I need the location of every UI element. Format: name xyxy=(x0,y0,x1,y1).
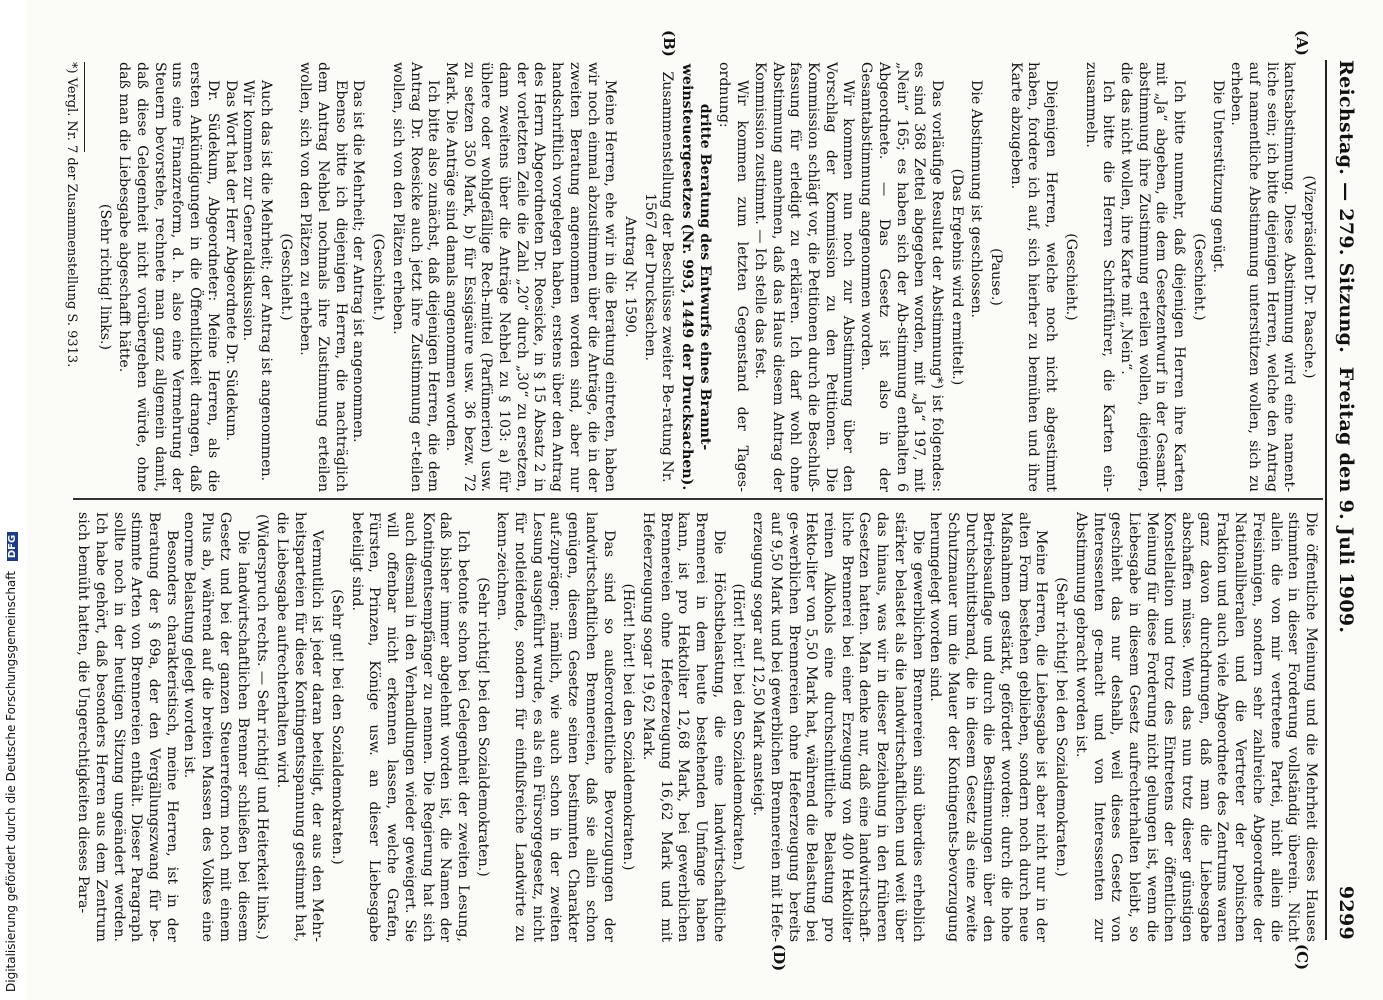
interjection: (Sehr richtig! bei den Sozialdemokraten.) xyxy=(1053,577,1070,877)
paragraph: Diejenigen Herren, welche noch nicht abgestimmt haben, fordere ich auf, sich hierher zu bemühen und ihre Karte abzugeben. xyxy=(1007,62,1060,492)
footnote-rule xyxy=(84,62,85,152)
agenda-subheading: Antrag Nr. 1590. xyxy=(621,216,638,338)
interjection: (Sehr gut! bei den Sozialdemokraten.) xyxy=(329,589,346,865)
agenda-subheading: Zusammenstellung der Beschlüsse zweiter Be-ratung Nr. 1567 der Drucksachen. xyxy=(641,71,676,483)
interjection: (Hört! hört! bei den Sozialdemokraten.) xyxy=(620,583,637,871)
paragraph: Wir kommen nun noch zur Abstimmung über den Vorschlag der Kommission zu den Petitionen. Die Kommission schlägt vor, die Petitionen durch die Beschluß-fassung für erledigt zu erklären. Ich darf wohl ohne Abstimmung annehmen, daß das Haus diesem Antrag der Kommission zustimmt. — Ich stelle das fest. xyxy=(751,62,857,492)
paragraph: Wir kommen zur Generaldiskussion. xyxy=(240,80,257,342)
paragraph: Vermutlich ist jeder daran beteiligt, der aus den Mehr-heitsparteien für diese Kontingentsspannung gestimmt hat, die Liebesgabe aufrechterhalten wird. xyxy=(273,512,326,942)
page-header xyxy=(1327,60,1357,940)
interjection: (Geschieht.) xyxy=(1062,233,1079,321)
paragraph: Besonders charakteristisch, meine Herren, ist in der Beratung der § 69a, der den Vergällungszwang für be-stimmte Arten von Brennereien enthält. Dieser Paragraph sollte noch in der heutigen Sitzung ungeändert werden. Ich habe gehört, daß besonders Herren aus dem Zentrum sich bemüht hatten, die Ungerechtigkeiten dieses Para- xyxy=(75,512,180,942)
agenda-heading: dritte Beratung des Entwurfs eines Brannt-weinsteuergesetzes (Nr. 993, 1449 der Drucksachen). xyxy=(679,63,713,491)
paragraph: Das vorläufige Resultat der Abstimmung*) ist folgendes: es sind 368 Zettel abgegeben worden, mit „Ja“ 197, mit „Nein“ 165; es haben sich der Ab-stimmung enthalten 6 Abgeordnete. — Das Gesetz ist also in der Gesamtabstimmung angenommen worden. xyxy=(858,62,945,492)
paragraph: kantsabstimmung. Diese Abstimmung wird eine nament-liche sein; ich bitte diejenigen Herren, welche den Antrag auf namentliche Abstimmung unterstützen wollen, sich zu erheben. xyxy=(1228,62,1298,492)
paragraph: Das ist die Mehrheit; der Antrag ist angenommen. xyxy=(350,80,367,443)
margin-marker-c: (C) xyxy=(1293,944,1311,971)
paragraph: Ebenso bitte ich diejenigen Herren, die nachträglich dem Antrag Nehbel nochmals ihre Zustimmung erteilen wollen, sich von den Plätzen zu erheben. xyxy=(297,62,349,492)
digitization-credit xyxy=(4,532,18,992)
paragraph: Die Höchstbelastung, die eine landwirtschaftliche Brennerei in dem heute bestehenden Umfange haben kann, ist pro Hektoliter 12,68 Mark, bei gewerblichen Brennereien ohne Hefeerzeugung 16,62 Mark und mit Hefeerzeugung sogar 19,62 Mark. xyxy=(639,512,727,942)
paragraph: Dr. Südekum, Abgeordneter: Meine Herren, als die ersten Ankündigungen in die Öffentlichkeit drangen, daß uns eine Finanzreform, d. h. also eine Vermehrung der Steuern bevorstehe, rechnete man ganz allgemein damit, daß diese Gelegenheit nicht vorübergehen würde, ohne daß man die Liebesgabe abgeschafft hätte. xyxy=(116,62,221,492)
header-left: Reichstag. — 279. Sitzung. xyxy=(1335,60,1357,354)
paragraph: Wir kommen zum letzten Gegenstand der Tages-ordnung: xyxy=(716,62,751,492)
margin-marker-b: (B) xyxy=(660,30,678,57)
right-column xyxy=(73,512,1319,942)
speaker-line: (Vizepräsident Dr. Paasche.) xyxy=(1301,175,1317,379)
header-date: Freitag den 9. Juli 1909. xyxy=(1335,366,1357,634)
paragraph: Ich bitte nunmehr, daß diejenigen Herren ihre Karten mit „Ja“ abgeben, die dem Gesetzentwurf in der Gesamt-abstimmung ihre Zustimmung erteilen wollen, diejenigen, die das nicht wollen, ihre Karte mit „Nein“. xyxy=(1117,62,1188,492)
margin-marker-d: (D) xyxy=(770,944,788,972)
paragraph: Auch das ist die Mehrheit; der Antrag ist angenommen. xyxy=(257,80,274,482)
footnote: *) Vergl. Nr. 7 der Zusammenstellung S. 9313. xyxy=(63,62,79,368)
page-number: 9299 xyxy=(1335,885,1357,940)
column-divider xyxy=(73,498,1323,500)
paragraph: Das sind so außerordentliche Bevorzugungen der landwirtschaftlichen Brennereien, daß sie allein schon genügen, diesem Gesetze seinen bestimmten Charakter auf-zuprägen; nämlich, wie auch schon in der zweiten Lesung ausgeführt wurde, es als ein Fürsorgegesetz, nicht für notleidende, sondern für einflußreiche Landwirte zu kenn-zeichnen. xyxy=(494,512,617,942)
interjection: (Hört! hört! bei den Sozialdemokraten.) xyxy=(730,583,747,871)
paragraph: Meine Herren, ehe wir in die Beratung eintreten, haben wir noch einmal abzustimmen über die Anträge, die in der zweiten Beratung angenommen worden sind, aber nur handschriftlich vorgelegen haben, erstens über den Antrag des Herrn Abgeordneten Dr. Roesicke, in § 15 Absatz 2 in der vorletzten Zeile die Zahl „20“ durch „30“ zu ersetzen, dann zweitens über die Anträge Nehbel zu § 103: a) für üblere oder wohlgefällige Rech-mittel (Parfümerien) usw. zu setzen 350 Mark, b) für Essigsäure usw. 36 bezw. 72 Mark. Die Anträge sind damals angenommen worden. xyxy=(442,62,619,492)
paragraph: Die gewerblichen Brennereien sind überdies erheblich stärker belastet als die landwirtschaftlichen und weit über das hinaus, was wir in dieser Beziehung in den früheren Gesetzen hatten. Man denke nur, daß eine landwirtschaft-liche Brennerei bei einer Erzeugung von 400 Hektoliter reinen Alkohols eine durchschnittliche Belastung pro Hekto-liter von 5,50 Mark hat, während die Belastung bei ge-werblichen Brennereien ohne Hefeerzeugung bereits auf 9,50 Mark und bei gewerblichen Brennereien mit Hefe-erzeugung sogar auf 12,50 Mark ansteigt. xyxy=(750,512,926,942)
left-column xyxy=(62,62,1319,492)
paragraph: Die landwirtschaftlichen Brenner schließen bei diesem Gesetz und bei der ganzen Steuerreform noch mit einem Plus ab, während auf die breiten Massen des Volkes eine enorme Belastung gelegt worden ist. xyxy=(181,512,251,942)
paragraph: Meine Herren, die Liebesgabe ist aber nicht nur in der alten Form bestehen geblieben, sondern noch durch neue Maßnahmen gestärkt, gefördert worden: durch die hohe Betriebsauflage und durch die Bestimmungen über den Durchschnittsbrand, die in diesem Gesetz als eine zweite Schutzmauer um die Mauer der Kontingents-bevorzugung herumgelegt worden sind. xyxy=(927,512,1050,942)
paragraph: Ich bitte also zunächst, daß diejenigen Herren, die dem Antrag Dr. Roesicke auch jetzt ihre Zustimmung er-teilen wollen, sich von den Plätzen erheben. xyxy=(389,62,442,492)
interjection: (Pause.) xyxy=(988,248,1005,306)
interjection: (Geschieht.) xyxy=(277,233,294,321)
digitization-credit-strip xyxy=(0,0,26,1000)
paragraph: Die Abstimmung ist geschlossen. xyxy=(968,80,985,318)
paragraph: Ich betonte schon bei Gelegenheit der zweiten Lesung, daß bisher immer abgelehnt worden ist, die Namen der Kontingentsempfänger zu nennen. Die Regierung hat sich auch diesmal in den Verhandlungen wieder geweigert. Sie will offenbar nicht erkennen lassen, welche Grafen, Fürsten, Prinzen, Könige usw. an dieser Liebesgabe beteiligt sind. xyxy=(348,512,471,942)
margin-marker-a: (A) xyxy=(1293,30,1311,56)
interjection: (Sehr richtig! bei den Sozialdemokraten.) xyxy=(474,577,491,877)
paragraph: Die öffentliche Meinung und die Mehrheit dieses Hauses stimmten in dieser Forderung vollständig überein. Nicht allein die von mir vertretene Partei, nicht allein die Freisinnigen, sondern sehr zahlreiche Abgeordnete der Nationalliberalen und die Vertreter der polnischen Fraktion und auch viele Abgeordnete des Zentrums waren ganz davon durchdrungen, daß man die Liebesgabe abschaffen müsse. Wenn das nun trotz dieser günstigen Konstellation und trotz des Eintretens der öffentlichen Meinung für diese Forderung nicht gelungen ist, wenn die Liebesgabe in diesem Gesetz aufrechterhalten bleibt, so geschieht das nur deshalb, weil dieses Gesetz von Interessenten ge-macht und von Interessenten zur Abstimmung gebracht worden ist. xyxy=(1072,512,1319,942)
paragraph: Ich bitte die Herren Schriftführer, die Karten ein-zusammeln. xyxy=(1082,62,1117,492)
header-rule xyxy=(1325,60,1327,940)
interjection: (Geschieht.) xyxy=(370,233,387,321)
dfg-logo-icon: DFG xyxy=(7,532,18,561)
paragraph: Das Wort hat der Herr Abgeordnete Dr. Südekum. xyxy=(222,80,239,442)
interjection: (Das Ergebnis wird ermittelt.) xyxy=(948,168,965,386)
credit-text: Digitalisierung gefördert durch die Deutsche Forschungsgemeinschaft xyxy=(4,570,18,992)
paragraph: Die Unterstützung genügt. xyxy=(1210,80,1227,273)
interjection: (Widerspruch rechts. — Sehr richtig! und Heiterkeit links.) xyxy=(254,514,271,940)
interjection: (Geschieht.) xyxy=(1190,233,1207,321)
interjection: (Sehr richtig! links.) xyxy=(96,203,113,351)
